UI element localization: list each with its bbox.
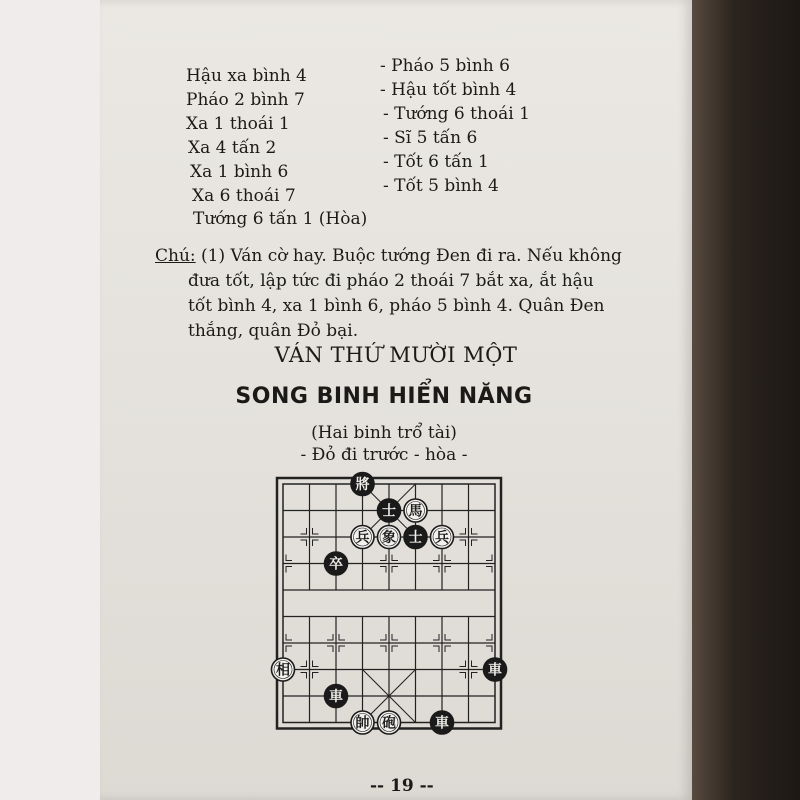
- annotation-line-1: [155, 244, 635, 269]
- position-marker: [380, 555, 386, 561]
- move-left-7: Tướng 6 tấn 1 (Hòa): [193, 209, 368, 229]
- position-marker: [433, 555, 439, 561]
- position-marker: [460, 540, 466, 546]
- annotation-label: Chú:: [155, 246, 196, 266]
- annotation-text-1: (1) Ván cờ hay. Buộc tướng Đen đi ra. Nếu không: [195, 246, 622, 266]
- position-marker: [460, 673, 466, 679]
- position-marker: [313, 673, 319, 679]
- move-left-2: Pháo 2 bình 7: [186, 90, 305, 110]
- position-marker: [486, 646, 492, 652]
- position-marker: [313, 540, 319, 546]
- move-right-6: - Tốt 5 bình 4: [383, 176, 499, 196]
- position-marker: [460, 661, 466, 667]
- position-marker: [339, 634, 345, 640]
- piece-label: 兵: [435, 530, 449, 546]
- position-marker: [433, 634, 439, 640]
- position-marker: [445, 555, 451, 561]
- position-marker: [286, 634, 292, 640]
- position-marker: [445, 646, 451, 652]
- piece-label: 相: [276, 662, 290, 679]
- position-marker: [472, 661, 478, 667]
- game-condition: - Đỏ đi trước - hòa -: [300, 445, 468, 465]
- position-marker: [472, 673, 478, 679]
- piece-label: 士: [408, 530, 423, 546]
- position-marker: [472, 540, 478, 546]
- piece-label: 砲: [382, 715, 396, 732]
- game-title: SONG BINH HIỂN NĂNG: [235, 384, 533, 409]
- page-number: -- 19 --: [370, 776, 434, 796]
- xiangqi-board: [262, 470, 518, 740]
- annotation-line-4: thắng, quân Đỏ bại.: [188, 321, 359, 341]
- move-left-4: Xa 4 tấn 2: [188, 138, 277, 158]
- piece-label: 卒: [329, 556, 343, 573]
- position-marker: [486, 567, 492, 573]
- position-marker: [380, 567, 386, 573]
- position-marker: [433, 567, 439, 573]
- position-marker: [392, 646, 398, 652]
- position-marker: [392, 555, 398, 561]
- piece-label: 兵: [355, 530, 370, 546]
- position-marker: [445, 567, 451, 573]
- position-marker: [286, 646, 292, 652]
- position-marker: [301, 528, 307, 534]
- piece-label: 馬: [408, 503, 423, 520]
- move-right-1: - Pháo 5 bình 6: [380, 56, 510, 76]
- annotation-line-2: đưa tốt, lập tức đi pháo 2 thoái 7 bắt xa, ắt hậu: [188, 271, 594, 291]
- position-marker: [433, 646, 439, 652]
- move-left-6: Xa 6 thoái 7: [192, 186, 296, 206]
- move-right-5: - Tốt 6 tấn 1: [383, 152, 489, 172]
- position-marker: [460, 528, 466, 534]
- move-left-5: Xa 1 bình 6: [190, 162, 289, 182]
- position-marker: [313, 661, 319, 667]
- position-marker: [301, 661, 307, 667]
- game-subtitle: VÁN THỨ MƯỜI MỘT: [274, 343, 518, 367]
- position-marker: [286, 555, 292, 561]
- annotation-paragraph: [155, 244, 635, 344]
- position-marker: [486, 634, 492, 640]
- move-left-1: Hậu xa bình 4: [186, 66, 307, 86]
- piece-label: 車: [435, 715, 449, 732]
- background-right: [690, 0, 800, 800]
- position-marker: [327, 646, 333, 652]
- background-left: [0, 0, 100, 800]
- position-marker: [486, 555, 492, 561]
- position-marker: [380, 634, 386, 640]
- position-marker: [380, 646, 386, 652]
- piece-label: 將: [355, 477, 370, 493]
- annotation-line-3: tốt bình 4, xa 1 bình 6, pháo 5 bình 4. Quân Đen: [188, 296, 605, 316]
- game-caption: (Hai binh trổ tài): [311, 423, 457, 443]
- position-marker: [327, 634, 333, 640]
- position-marker: [445, 634, 451, 640]
- piece-label: 象: [382, 530, 396, 546]
- piece-label: 士: [382, 503, 396, 520]
- move-right-4: - Sĩ 5 tấn 6: [383, 128, 478, 148]
- piece-label: 車: [488, 662, 502, 679]
- position-marker: [472, 528, 478, 534]
- move-right-3: - Tướng 6 thoái 1: [383, 104, 530, 124]
- position-marker: [301, 673, 307, 679]
- position-marker: [392, 634, 398, 640]
- position-marker: [301, 540, 307, 546]
- position-marker: [313, 528, 319, 534]
- move-left-3: Xa 1 thoái 1: [186, 114, 290, 134]
- position-marker: [339, 646, 345, 652]
- position-marker: [286, 567, 292, 573]
- piece-label: 帥: [355, 715, 370, 732]
- position-marker: [392, 567, 398, 573]
- piece-label: 車: [329, 689, 343, 705]
- move-right-2: - Hậu tốt bình 4: [380, 80, 517, 100]
